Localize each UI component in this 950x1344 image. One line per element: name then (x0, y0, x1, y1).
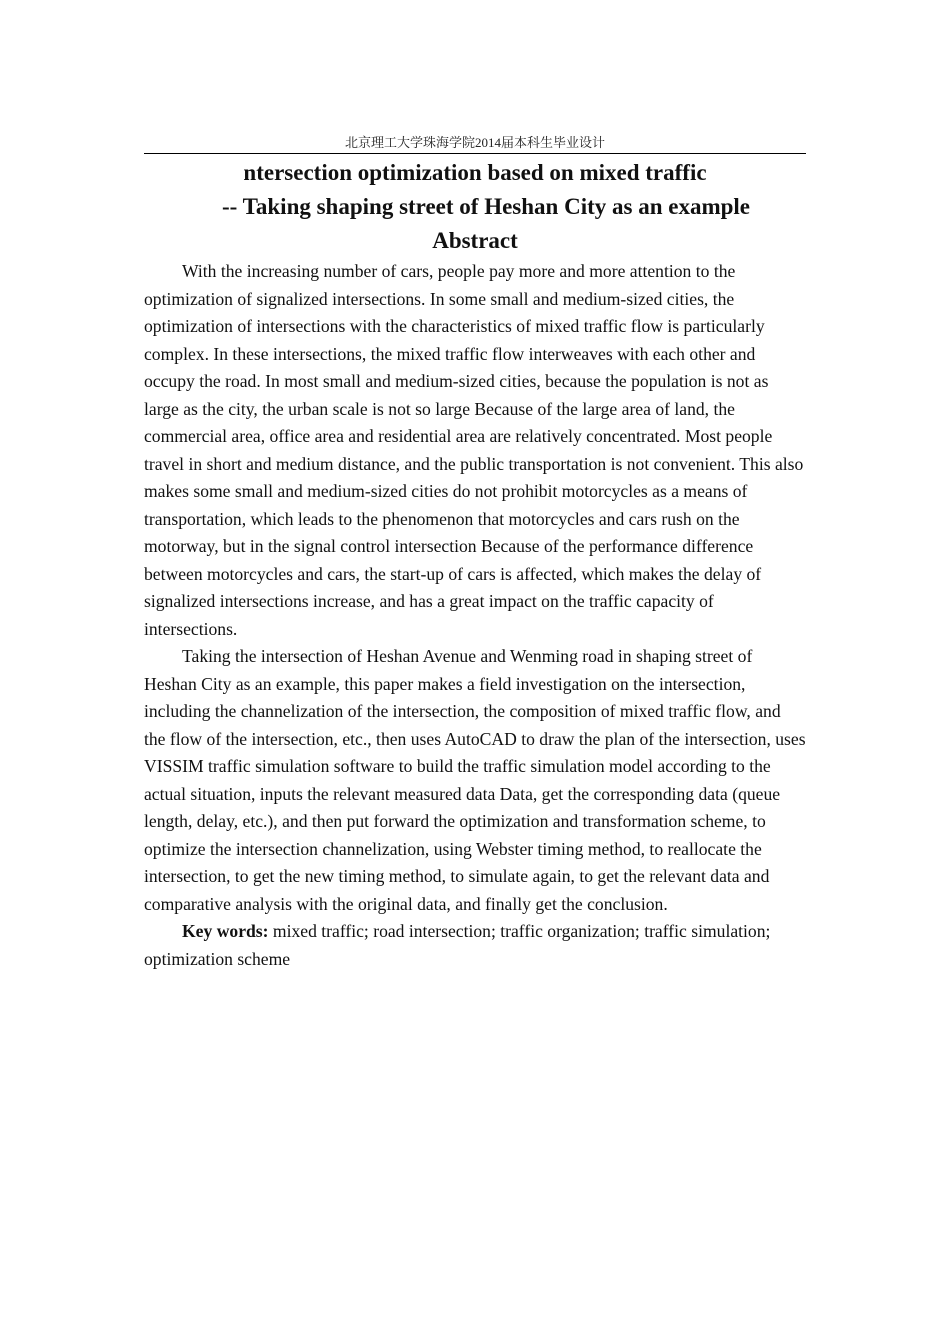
abstract-paragraph: Taking the intersection of Heshan Avenue and Wenming road in shaping street of Heshan City as an example, this paper makes a field investigation on the intersection, including the channelization of the intersection, the composition of mixed traffic flow, and the flow of the intersection, etc., then uses AutoCAD to draw the plan of the intersection, uses VISSIM traffic simulation software to build the traffic simulation model according to the actual situation, inputs the relevant measured data Data, get the corresponding data (queue length, delay, etc.), and then put forward the optimization and transformation scheme, to optimize the intersection channelization, using Webster timing method, to reallocate the intersection, to get the new timing method, to simulate again, to get the relevant data and comparative analysis with the original data, and finally get the conclusion. (144, 646, 806, 914)
abstract-heading: Abstract (432, 228, 518, 253)
thesis-subtitle: -- Taking shaping street of Heshan City as an example (222, 194, 751, 219)
abstract-paragraph: With the increasing number of cars, people pay more and more attention to the optimization of signalized intersections. In some small and medium-sized cities, the optimization of intersections with the characteristics of mixed traffic flow is particularly complex. In these intersections, the mixed traffic flow interweaves with each other and occupy the road. In most small and medium-sized cities, because the population is not as large as the city, the urban scale is not so large Because of the large area of land, the commercial area, office area and residential area are relatively concentrated. Most people travel in short and medium distance, and the public transportation is not convenient. This also makes some small and medium-sized cities do not prohibit motorcycles as a means of transportation, which leads to the phenomenon that motorcycles and cars rush on the motorway, but in the signal control intersection Because of the performance difference between motorcycles and cars, the start-up of cars is affected, which makes the delay of signalized intersections increase, and has a great impact on the traffic capacity of intersections. (144, 261, 804, 639)
running-header: 北京理工大学珠海学院2014届本科生毕业设计 (144, 133, 806, 154)
abstract-body (144, 258, 806, 973)
title-block (144, 156, 806, 258)
keywords-paragraph (144, 918, 806, 973)
keywords-text: mixed traffic; road intersection; traffic organization; traffic simulation; optimization scheme (144, 921, 771, 969)
keywords-label: Key words: (182, 921, 269, 941)
thesis-title: ntersection optimization based on mixed traffic (243, 160, 707, 185)
